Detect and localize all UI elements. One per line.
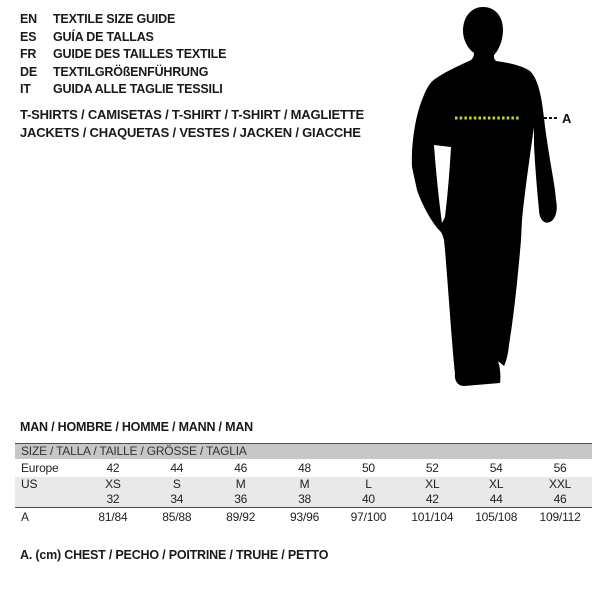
language-label: GUIDE DES TAILLES TEXTILE <box>53 47 227 61</box>
size-table <box>15 443 592 526</box>
table-cell: 48 <box>298 461 312 475</box>
man-figure <box>398 5 578 395</box>
language-label: GUÍA DE TALLAS <box>53 29 154 44</box>
table-row-numeric <box>15 492 592 508</box>
table-cell: 40 <box>361 492 375 506</box>
table-cell: 54 <box>489 461 503 475</box>
table-cell: 109/112 <box>539 510 581 524</box>
table-cell: S <box>172 477 181 491</box>
table-cell: 89/92 <box>226 510 256 524</box>
section-title-man: MAN / HOMBRE / HOMME / MANN / MAN <box>20 420 253 434</box>
table-cell: 42 <box>106 461 120 475</box>
language-item <box>20 46 226 64</box>
table-cell: 42 <box>425 492 439 506</box>
row-label: US <box>21 477 38 491</box>
table-cell: 85/88 <box>162 510 192 524</box>
table-cell: XL <box>425 477 440 491</box>
language-code: ES <box>20 29 37 44</box>
table-cell: 101/104 <box>411 510 454 524</box>
language-item <box>20 11 226 29</box>
language-code: IT <box>20 82 31 96</box>
table-cell: 46 <box>553 492 567 506</box>
language-code: FR <box>20 47 37 61</box>
garment-categories <box>20 106 364 141</box>
category-line-tshirts: T-SHIRTS / CAMISETAS / T-SHIRT / T-SHIRT / MAGLIETTE <box>20 107 364 122</box>
table-cell: 34 <box>170 492 184 506</box>
table-row-chest-a <box>15 508 592 526</box>
man-silhouette-icon <box>398 5 578 395</box>
table-cell: M <box>299 477 310 491</box>
table-cell: M <box>235 477 246 491</box>
language-item <box>20 64 226 82</box>
table-cell: 44 <box>489 492 503 506</box>
table-cell: 52 <box>425 461 439 475</box>
table-cell: 50 <box>361 461 375 475</box>
table-cell: 46 <box>234 461 248 475</box>
table-cell: 105/108 <box>475 510 518 524</box>
language-label: GUIDA ALLE TAGLIE TESSILI <box>53 82 223 96</box>
table-cell: 56 <box>553 461 567 475</box>
language-code: EN <box>20 12 37 26</box>
row-label: A <box>21 510 29 524</box>
measurement-footnote: A. (cm) CHEST / PECHO / POITRINE / TRUHE / PETTO <box>20 548 329 562</box>
language-label: TEXTILGRÖßENFÜHRUNG <box>53 64 209 79</box>
table-cell: 97/100 <box>350 510 387 524</box>
size-table-header: SIZE / TALLA / TAILLE / GRÖSSE / TAGLIA <box>15 444 592 459</box>
table-cell: 32 <box>106 492 120 506</box>
table-cell: XXL <box>549 477 572 491</box>
table-cell: XL <box>489 477 504 491</box>
table-cell: 81/84 <box>98 510 128 524</box>
table-cell: L <box>365 477 372 491</box>
language-item <box>20 29 226 47</box>
table-cell: 93/96 <box>290 510 320 524</box>
man-silhouette-shape <box>412 7 557 386</box>
language-list <box>20 11 226 99</box>
table-cell: 38 <box>298 492 312 506</box>
language-code: DE <box>20 64 37 79</box>
language-label: TEXTILE SIZE GUIDE <box>53 12 176 26</box>
table-cell: 36 <box>234 492 248 506</box>
table-row-europe <box>15 459 592 477</box>
category-line-jackets: JACKETS / CHAQUETAS / VESTES / JACKEN / GIACCHE <box>20 124 361 140</box>
table-cell: XS <box>105 477 121 491</box>
measure-label-a: A <box>562 111 572 126</box>
table-cell: 44 <box>170 461 184 475</box>
table-row-us <box>15 477 592 492</box>
language-item <box>20 81 226 99</box>
row-label: Europe <box>21 461 59 475</box>
row-label <box>15 492 81 507</box>
